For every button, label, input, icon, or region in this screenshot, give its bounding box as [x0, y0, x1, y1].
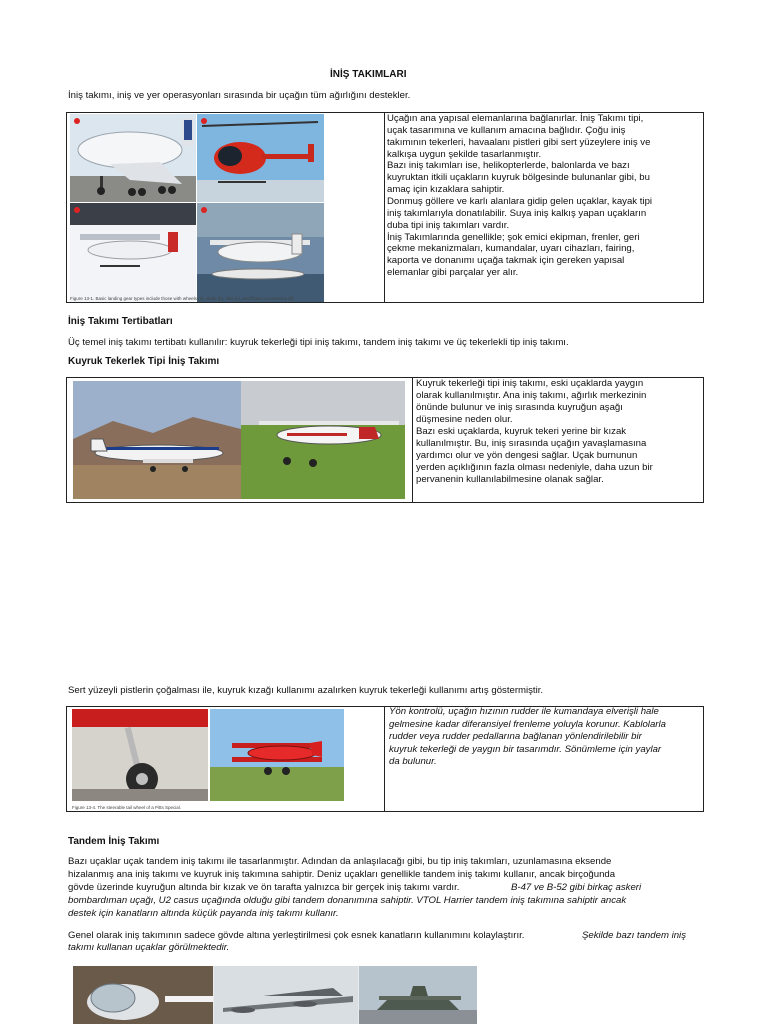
text-line: uçak tasarımına ve kullanım amacına bağlıdır. Çoğu iniş [387, 124, 626, 136]
text-line: kuyruk tekerleği de yaygın bir tasarımdır. Sönümleme için yaylar [389, 743, 662, 755]
text-line: Kuyruk tekerleği tipi iniş takımı, eski uçaklarda yaygın [416, 378, 644, 389]
text-line: gelmesine kadar diferansiyel frenleme yoluyla korunur. Kablolarla [389, 718, 666, 730]
text-line: kalkışa uygun şekilde tasarlanmıştır. [387, 148, 542, 160]
page-title: İNİŞ TAKIMLARI [330, 69, 407, 80]
text-line: olarak kullanılmıştır. Ana iniş takımı, ağırlık merkezinin [416, 390, 647, 401]
tandem-aircraft-photos [73, 966, 477, 1024]
tandem-line: bombardıman uçağı, U2 casus uçağında olduğu gibi tandem donanımına sahiptir. VTOL Harrier tandem iniş takımına sahiptir ancak [68, 895, 627, 906]
text-line: düşmesine neden olur. [416, 414, 513, 425]
text-line: Yön kontrolü, uçağın hızının rudder ile kumandaya elverişli hale [389, 706, 659, 717]
sert-surface-text: Sert yüzeyli pistlerin çoğalması ile, kuyruk kızağı kullanımı azalırken kuyruk tekerleği kullanımı artış göstermiştir. [68, 685, 544, 696]
tandem-line-3-tail: B-47 ve B-52 gibi birkaç askeri [511, 882, 642, 893]
badge-c-icon [74, 207, 80, 213]
text-line: kuyruktan itkili uçakların kuyruk bölgesinde bulunanlar gibi, bu [387, 172, 650, 184]
text-line: yardımcı olur ve yön dengesi sağlar. Uçak burnunun [416, 450, 638, 461]
text-line: Donmuş göllere ve karlı alanlara gidip gelen uçaklar, kayak tipi [387, 195, 653, 207]
badge-d-icon [201, 207, 207, 213]
text-line: önünde bulunur ve iniş sırasında kuyruğun aşağı [416, 402, 623, 413]
text-line: da bulunur. [389, 756, 437, 768]
tandem-line: Bazı uçaklar uçak tandem iniş takımı ile tasarlanmıştır. Adından da anlaşılacağı gibi, bu tip iniş takımları, uzunlamasına eksende [68, 856, 612, 867]
text-line: Bazı eski uçaklarda, kuyruk tekeri yerine bir kızak [416, 426, 627, 437]
table-divider [384, 707, 385, 811]
text-line: takımının tekerleri, havaalanı pistleri gibi sert yüzeylere iniş ve [387, 136, 651, 148]
text-line: çekme mekanizmaları, kumandalar, uyarı cihazları, fairing, [387, 243, 635, 255]
tandem-line: gövde üzerinde kuyruğun altında bir kızak ve ön tarafta yalnızca bir gerçek iniş takımı vardır. [68, 882, 460, 893]
figure-caption: Figure 13-1. Basic landing gear types include those with wheels (a), skids (b), skis (c), and floats or pontoons (d). [70, 296, 295, 301]
figure-caption: Figure 13-4. The steerable tail wheel of a Pitts Special. [72, 805, 181, 810]
genel-text-1-tail: Şekilde bazı tandem iniş [582, 930, 686, 941]
text-line: rudder veya rudder pedallarına bağlanan yönlendirilebilir bir [389, 731, 642, 743]
genel-text-2: takımı kullanan uçaklar görülmektedir. [68, 942, 230, 953]
text-line: Bazı iniş takımları ise, helikopterlerde, balonlarda ve bazı [387, 160, 630, 172]
text-line: iniş takımlarıyla donatılabilir. Suya iniş kalkış yapan uçakların [387, 207, 647, 219]
text-line: duba tipi iniş takımları vardır. [387, 219, 510, 231]
text-line: elemanlar gibi parçalar yer alır. [387, 267, 519, 279]
text-line: pervanenin kullanılabilmesine olanak sağlar. [416, 474, 604, 485]
text-line: İniş Takımlarında genellikle; şok emici ekipman, frenler, geri [387, 231, 640, 243]
heading-tandem: Tandem İniş Takımı [68, 836, 160, 847]
text-line: kaporta ve donanımı uçağa takmak için gereken yapısal [387, 255, 625, 267]
tailwheel-aircraft-photos [73, 381, 405, 499]
tandem-line: destek için kanatların altında küçük payanda iniş takımı kullanır. [68, 908, 339, 919]
intro-text: İniş takımı, iniş ve yer operasyonları sırasında bir uçağın tüm ağırlığını destekler. [68, 90, 411, 101]
table-divider [412, 378, 413, 502]
tandem-line: hizalanmış ana iniş takımı ve kuyruk iniş takımına sahiptir. Deniz uçakları genellikle tandem iniş takımı kullanır, ancak birçoğunda [68, 869, 616, 880]
pitts-tailwheel-photos [72, 709, 344, 812]
badge-a-icon [74, 118, 80, 124]
text-line: kullanılmıştır. Bu, iniş sırasında uçağın yavaşlamasına [416, 438, 647, 449]
text-line: amaç için kızaklara sahiptir. [387, 184, 505, 196]
heading-tailwheel: Kuyruk Tekerlek Tipi İniş Takımı [68, 356, 220, 367]
text-line: Uçağın ana yapısal elemanlarına bağlanırlar. İniş Takımı tipi, [387, 113, 644, 124]
text-line: yerden açıklığının fazla olması nedeniyle, daha uzun bir [416, 462, 653, 473]
badge-b-icon [201, 118, 207, 124]
arrangement-text: Üç temel iniş takımı tertibatı kullanılır: kuyruk tekerleği tipi iniş takımı, tandem iniş takımı ve üç tekerlekli tip iniş takımı. [68, 337, 569, 348]
heading-arrangements: İniş Takımı Tertibatları [68, 316, 173, 327]
genel-text-1: Genel olarak iniş takımının sadece gövde altına yerleştirilmesi çok esnek kanatların kullanımını kolaylaştırır. [68, 930, 525, 941]
table-divider [384, 113, 385, 302]
landing-gear-types-figure [70, 114, 324, 302]
